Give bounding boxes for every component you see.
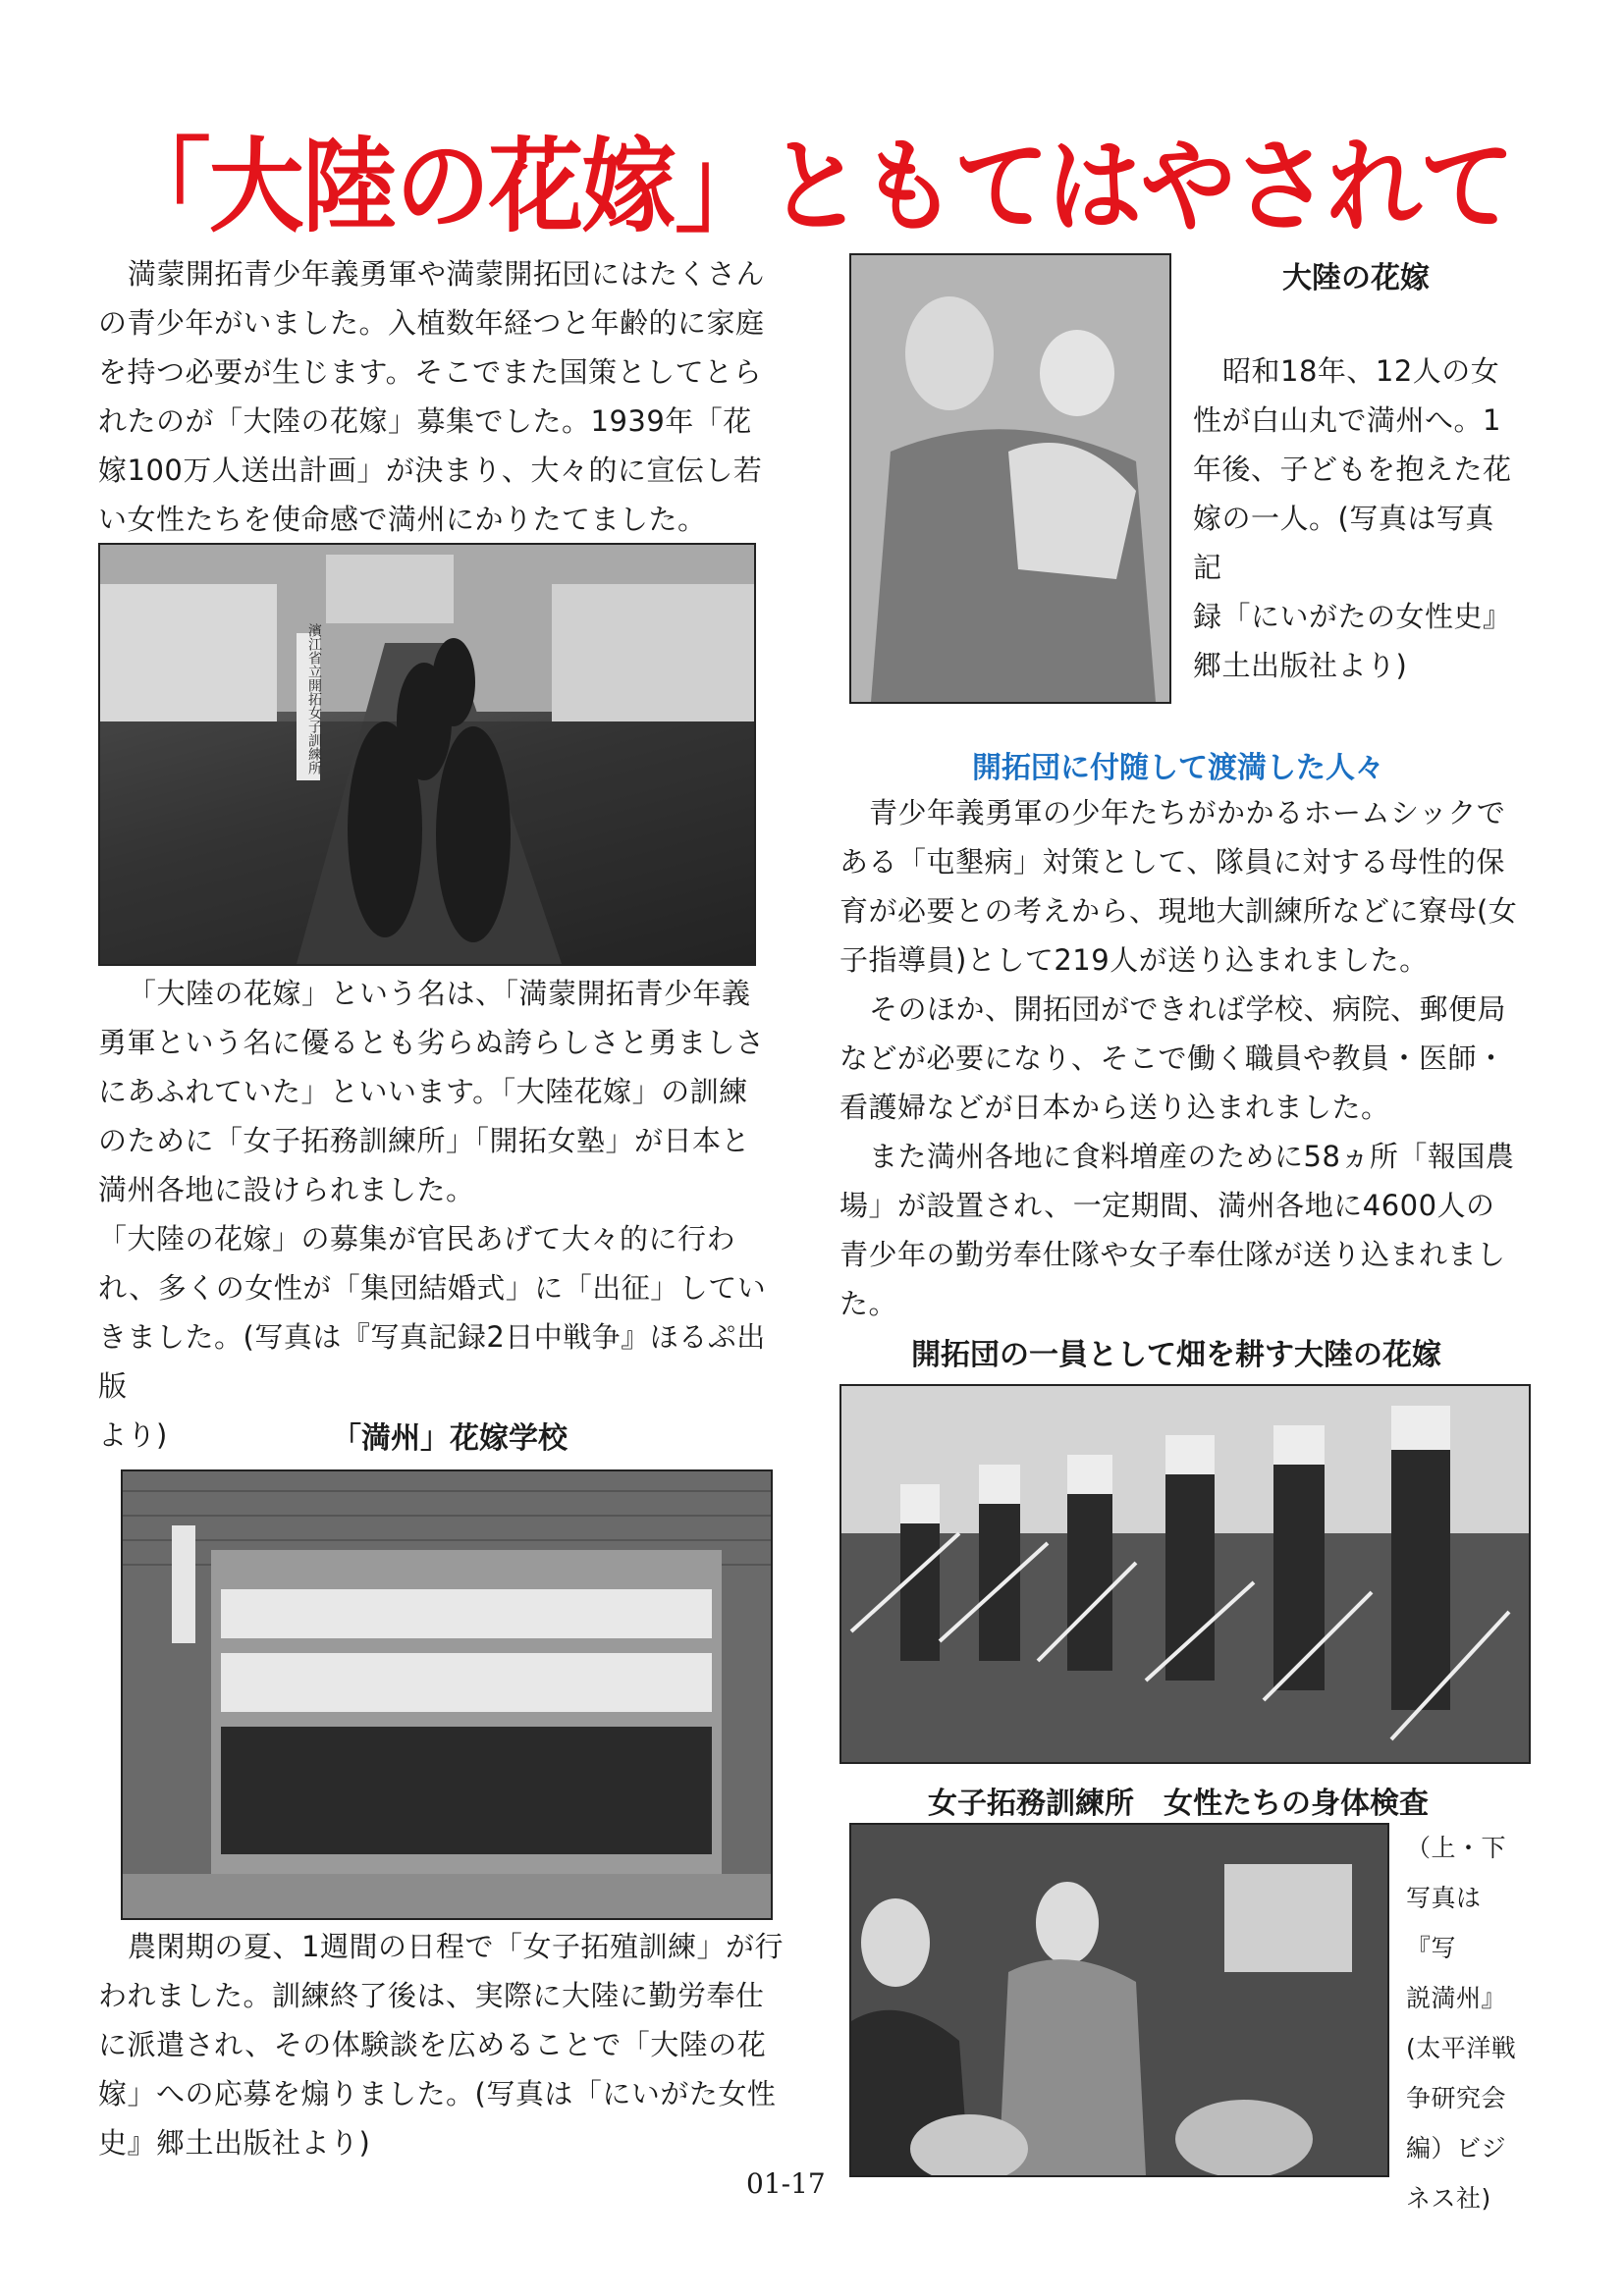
exam-heading: 女子拓務訓練所 女性たちの身体検査 [928,1787,1429,1821]
mother-child-illustration [851,255,1169,702]
settlers-heading: 開拓団に付随して渡満した人々 [972,751,1384,785]
photo-bride-procession [98,543,756,966]
page-title: 「大陸の花嫁」ともてはやされて [116,127,1513,246]
second-paragraph: 「大陸の花嫁」という名は、「満蒙開拓青少年義 勇軍という名に優るとも劣らぬ誇らしさと勇ましさ にあふれていた」といいます。「大陸花嫁」の訓練 のために「女子拓務訓練所」「開拓女塾」が日本と 満州各地に設けられました。 「大陸の花嫁」の募集が官民あげて大々的に行わ れ、多くの女性が「集団結婚式」に「出征」してい きました。(写真は『写真記録2日中戦争』ほるぷ出版 より) [98,977,767,1452]
field-heading: 開拓団の一員として畑を耕す大陸の花嫁 [911,1338,1441,1372]
bride-caption: 昭和18年、12人の女 性が白山丸で満州へ。1 年後、子どもを抱えた花 嫁の一人。(写真は写真記 録「にいがたの女性史』 郷土出版社より) [1193,354,1512,682]
page-number: 01-17 [746,2167,826,2200]
school-heading: 「満州」花嫁学校 [332,1421,568,1456]
photo-bride-with-child [849,253,1171,704]
field-illustration [841,1386,1529,1762]
procession-illustration [100,545,754,964]
bride-heading: 大陸の花嫁 [1282,261,1430,295]
settlers-paragraph: 青少年義勇軍の少年たちがかかるホームシックで ある「屯墾病」対策として、隊員に対する母性的保 育が必要との考えから、現地大訓練所などに寮母(女 子指導員)として219人が送り込まれました。 そのほか、開拓団ができれば学校、病院、郵便局 などが必要になり、そこで働く職員や教員・医師・ 看護婦などが日本から送り込まれました。 また満州各地に食料増産のために58ヵ所「報国農 場」が設置され、一定期間、満州各地に4600人の 青少年の勤労奉仕隊や女子奉仕隊が送り込まれまし た。 [839,796,1518,1320]
exam-caption: （上・下 写真は『写 説満州』 (太平洋戦 争研究会 編）ビジ ネス社) [1406,1834,1517,2213]
school-group-illustration [123,1471,771,1918]
exam-illustration [851,1825,1387,2175]
photo-field-work [839,1384,1531,1764]
photo-physical-exam [849,1823,1389,2177]
school-paragraph: 農閑期の夏、1週間の日程で「女子拓殖訓練」が行 われました。訓練終了後は、実際に大陸に勤労奉仕 に派遣され、その体験談を広めることで「大陸の花 嫁」への応募を煽りました。(写真は「にいがた女性 史』郷土出版社より) [98,1930,784,2160]
training-sign: 濱江省立開拓女子訓練所 [306,623,322,774]
intro-paragraph: 満蒙開拓青少年義勇軍や満蒙開拓団にはたくさん の青少年がいました。入植数年経つと年齢的に家庭 を持つ必要が生じます。そこでまた国策としてとら れたのが「大陸の花嫁」募集でした。1939年「花 嫁100万人送出計画」が決まり、大々的に宣伝し若 い女性たちを使命感で満州にかりたてました。 [98,257,766,536]
photo-bride-school [121,1469,773,1920]
